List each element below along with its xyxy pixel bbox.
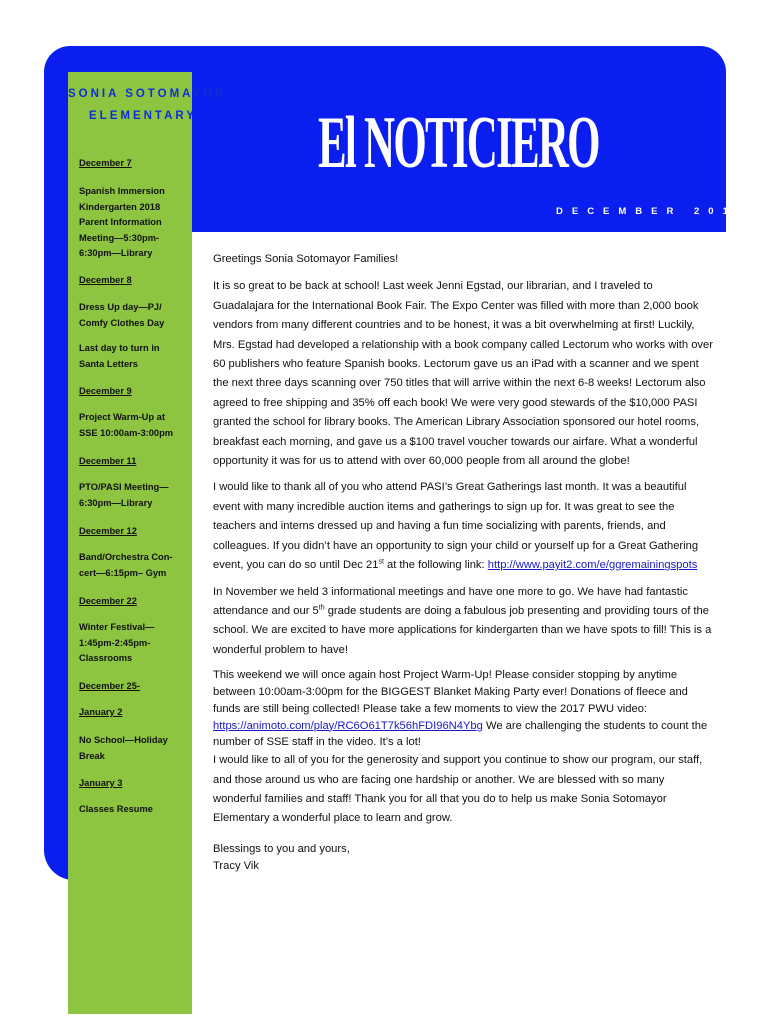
sidebar-event-date: December 11: [79, 456, 137, 466]
sidebar-event-text: Spanish Immersion Kindergarten 2018 Parent Information Meeting—5:30pm- 6:30pm—Library: [79, 186, 165, 258]
letter-greeting: Greetings Sonia Sotomayor Families!: [213, 253, 399, 265]
events-sidebar: [68, 72, 227, 1014]
sidebar-event-date: December 7: [79, 158, 132, 168]
sidebar-event-text: No School—Holiday Break: [79, 735, 168, 761]
letter-paragraph: It is so great to be back at school! Last week Jenni Egstad, our librarian, and I traveled to Guadalajara for the International Book Fair. The Expo Center was filled with more than 2,000 book vendors from many different countries and to be honest, it was a bit overwhelming at first! Luckily, Mrs. Egstad had developed a relationship with a book company called Lectorum who works with over 60 publishers who feature Spanish books. Lectorum gave us an iPad with a scanner and we spent the next three days scanning over 750 titles that will arrive within the next 6-8 weeks! Lectorum also agreed to free shipping and 35% off each book! We were very good stewards of the $10,000 PASI granted the school for library books. The American Library Association sponsored our hotel rooms, breakfast each morning, and gave us a $100 travel voucher towards our airfare. What a wonderful opportunity it was for us to attend with over 60,000 people from all around the globe!: [213, 280, 713, 468]
signature: Tracy Vik: [213, 859, 260, 872]
letter-closing: Blessings to you and yours, Tracy Vik: [213, 842, 350, 872]
school-name-line2: ELEMENTARY: [89, 110, 197, 122]
sidebar-event-text: Project Warm-Up at SSE 10:00am-3:00pm: [79, 412, 174, 438]
newsletter-title: El NOTICIERO: [318, 102, 599, 184]
sidebar-event-date: December 25-: [79, 681, 140, 691]
sidebar-event-text: Classes Resume: [79, 804, 153, 814]
letter-paragraph: This weekend we will once again host Project Warm-Up! Please consider stopping by anytime between 10:00am-3:00pm for the BIGGEST Blanket Making Party ever! Donations of fleece and funds are still being collected! Please take a few moments to view the 2017 PWU video: https://animoto.com/play/RC6O61T7k56hFDI96N4Ybg We are challenging the students to count the number of SSE staff in the video. It’s a lot!: [213, 669, 708, 749]
sidebar-event-text: Winter Festival— 1:45pm-2:45pm- Classrooms: [79, 622, 155, 663]
gatherings-link[interactable]: http://www.payit2.com/e/ggremainingspots: [487, 559, 698, 572]
letter-paragraph: I would like to all of you for the generosity and support you continue to show our program, our staff, and those around us who are facing one hardship or another. We are blessed with so many wonderful families and staff! Thank you for all that you do to help us make Sonia Sotomayor Elementary a wonderful place to learn and grow.: [213, 754, 703, 825]
sidebar-event-date: January 2: [79, 707, 123, 717]
pwu-video-link[interactable]: https://animoto.com/play/RC6O61T7k56hFDI96N4Ybg: [213, 719, 483, 732]
letter-paragraph: I would like to thank all of you who attend PASI’s Great Gatherings last month. It was a beautiful event with many incredible auction items and gatherings to sign up for. It was great to see the teachers and interns dressed up and having a fun time socializing with parents, friends, and colleagues. If you didn’t have an opportunity to sign your child or yourself up for a Great Gathering event, you can do so until Dec 21st at the following link: http://www.payit2.com/e/ggremainingspots: [213, 481, 699, 572]
principal-letter: [213, 250, 713, 882]
sidebar-event-text: Band/Orchestra Con- cert—6:15pm– Gym: [79, 552, 173, 578]
sidebar-event-date: December 9: [79, 386, 132, 396]
sidebar-event-text: PTO/PASI Meeting— 6:30pm—Library: [79, 482, 169, 508]
sidebar-event-text: Dress Up day—PJ/ Comfy Clothes Day: [79, 302, 165, 328]
school-name-line1: SONIA SOTOMAYOR: [68, 88, 227, 100]
sidebar-event-date: December 22: [79, 596, 137, 606]
issue-date: DECEMBER 2017: [556, 206, 752, 217]
sidebar-event-text: Last day to turn in Santa Letters: [79, 343, 160, 369]
sidebar-event-date: January 3: [79, 778, 123, 788]
sidebar-event-date: December 12: [79, 526, 137, 536]
sidebar-event-date: December 8: [79, 275, 132, 285]
letter-paragraph: In November we held 3 informational meetings and have one more to go. We have had fantastic attendance and our 5th grade students are doing a fabulous job presenting and providing tours of the school. We are excited to have more applications for kindergarten than we have spots to fill! This is a wonderful problem to have!: [213, 585, 712, 656]
